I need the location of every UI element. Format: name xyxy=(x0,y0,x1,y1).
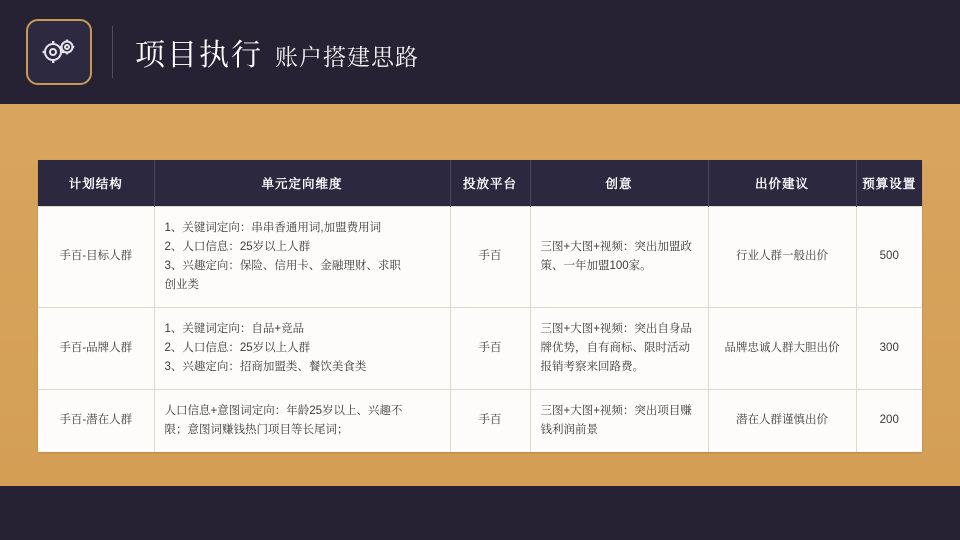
page-title xyxy=(135,30,419,74)
column-header-plan: 计划结构 xyxy=(38,160,154,207)
cell-plan: 手百-潜在人群 xyxy=(38,389,154,451)
gears-icon xyxy=(26,19,92,85)
column-header-bid: 出价建议 xyxy=(708,160,856,207)
cell-budget: 200 xyxy=(856,389,922,451)
cell-budget: 500 xyxy=(856,207,922,308)
dimension-line: 1、关键词定向：串串香通用词,加盟费用词 xyxy=(164,222,382,234)
cell-creative: 三图+大图+视频：突出加盟政策、一年加盟100家。 xyxy=(530,207,708,308)
dimension-line: 1、关键词定向：自品+竞品 xyxy=(164,322,305,335)
cell-budget: 300 xyxy=(856,307,922,389)
header-divider xyxy=(112,26,113,78)
cell-dimension xyxy=(154,307,450,389)
dimension-line: 限；意图词赚钱热门项目等长尾词； xyxy=(164,423,349,436)
dimension-line: 创业类 xyxy=(164,278,199,291)
column-header-dimension: 单元定向维度 xyxy=(154,160,450,207)
cell-bid: 行业人群一般出价 xyxy=(708,207,856,308)
cell-dimension xyxy=(154,207,450,308)
table-row xyxy=(38,389,922,451)
cell-creative: 三图+大图+视频：突出项目赚钱利润前景 xyxy=(530,389,708,451)
cell-bid: 品牌忠诚人群大胆出价 xyxy=(708,307,856,389)
cell-plan: 手百-目标人群 xyxy=(38,207,154,308)
cell-platform: 手百 xyxy=(450,207,530,308)
dimension-line: 3、兴趣定向：保险、信用卡、金融理财、求职 xyxy=(164,259,401,272)
cell-platform: 手百 xyxy=(450,389,530,451)
footer-bar xyxy=(0,486,960,540)
column-header-creative: 创意 xyxy=(530,160,708,207)
cell-bid: 潜在人群谨慎出价 xyxy=(708,389,856,451)
account-structure-table xyxy=(38,160,922,452)
dimension-line: 2、人口信息：25岁以上人群 xyxy=(164,341,311,354)
title-main: 项目执行 xyxy=(135,39,263,72)
title-sub: 账户搭建思路 xyxy=(275,44,419,70)
column-header-platform: 投放平台 xyxy=(450,160,530,207)
dimension-line: 人口信息+意图词定向：年龄25岁以上、兴趣不 xyxy=(164,404,403,417)
cell-plan: 手百-品牌人群 xyxy=(38,307,154,389)
slide-header xyxy=(0,0,960,104)
cell-platform: 手百 xyxy=(450,307,530,389)
table-header-row xyxy=(38,160,922,207)
cell-creative: 三图+大图+视频：突出自身品牌优势，自有商标、限时活动报销考察来回路费。 xyxy=(530,307,708,389)
column-header-budget: 预算设置 xyxy=(856,160,922,207)
dimension-line: 2、人口信息：25岁以上人群 xyxy=(164,240,311,253)
table-row xyxy=(38,307,922,389)
cell-dimension xyxy=(154,389,450,451)
table-row xyxy=(38,207,922,308)
dimension-line: 3、兴趣定向：招商加盟类、餐饮美食类 xyxy=(164,360,367,373)
